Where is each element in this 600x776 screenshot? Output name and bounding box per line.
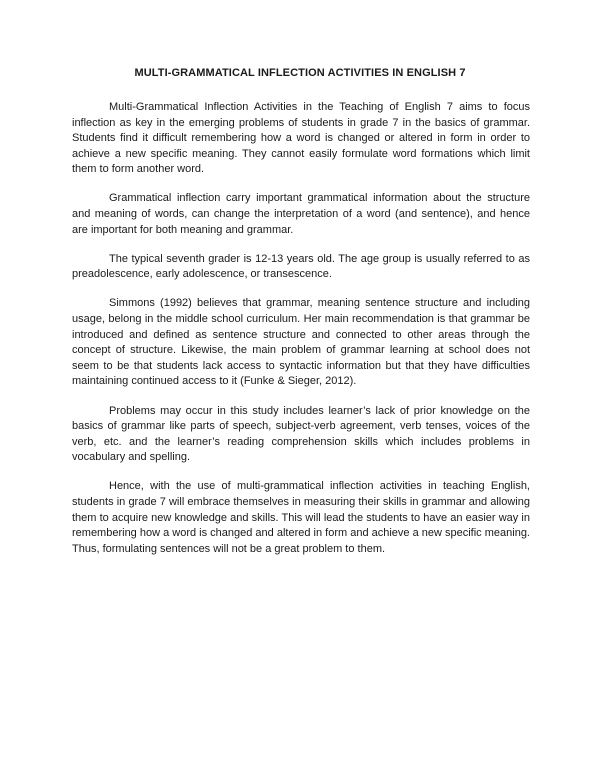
paragraph-problems: Problems may occur in this study includes learner’s lack of prior knowledge on the basics of grammar like parts of speech, subject-verb agreement, verb tenses, voices of the verb, etc. and the learner’s reading comprehension skills which includes problems in vocabulary and spelling. bbox=[72, 404, 530, 464]
paragraph-seventh-grader: The typical seventh grader is 12-13 years old. The age group is usually referred to as preadolescence, early adolescence, or transescence. bbox=[72, 252, 530, 281]
document-title: MULTI-GRAMMATICAL INFLECTION ACTIVITIES IN ENGLISH 7 bbox=[134, 67, 466, 79]
paragraph-simmons: Simmons (1992) believes that grammar, meaning sentence structure and including usage, belong in the middle school curriculum. Her main recommendation is that grammar be introduced and defined as sentence structure and connected to other areas through the concept of structure. Likewise, the main problem of grammar learning at school does not seem to be that students lack access to syntactic information but that they have difficulties maintaining continued access to it (Funke & Sieger, 2012). bbox=[72, 297, 530, 388]
paragraph-intro: Multi-Grammatical Inflection Activities in the Teaching of English 7 aims to focus inflection as key in the emerging problems of students in grade 7 in the basics of grammar. Students find it difficult remembering how a word is changed or altered in form in order to achieve a new specific meaning. They cannot easily formulate word formations which limit them to form another word. bbox=[72, 101, 530, 176]
paragraph-grammatical-inflection: Grammatical inflection carry important grammatical information about the structure and meaning of words, can change the interpretation of a word (and sentence), and hence are important for both meaning and grammar. bbox=[72, 192, 530, 236]
paragraph-conclusion: Hence, with the use of multi-grammatical inflection activities in teaching English, students in grade 7 will embrace themselves in measuring their skills in grammar and allowing them to acquire new knowledge and skills. This will lead the students to have an easier way in remembering how a word is changed and altered in form and achieve a new specific meaning. Thus, formulating sentences will not be a great problem to them. bbox=[72, 480, 530, 555]
document-body bbox=[72, 100, 530, 571]
